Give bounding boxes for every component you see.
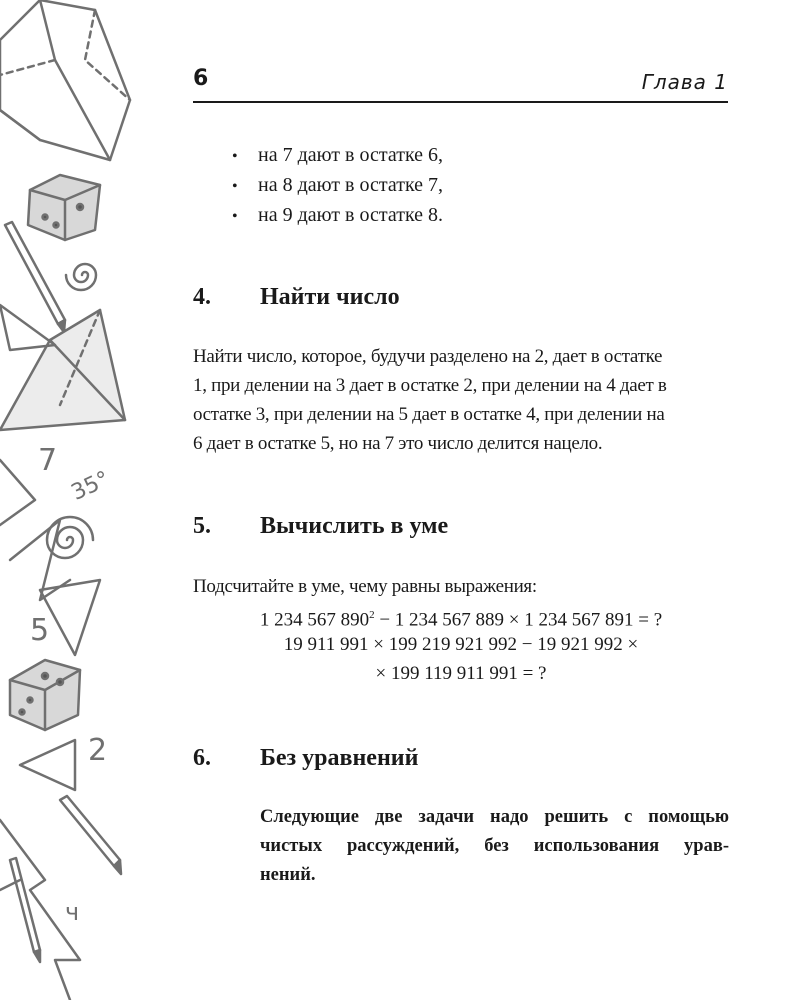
- text-line: Следующие две задачи надо решить с помощью: [260, 807, 729, 827]
- text-line: Подсчитайте в уме, чему равны выражения:: [193, 576, 537, 597]
- pencil-drawing: [60, 796, 121, 874]
- doodle-label: 7: [38, 443, 58, 478]
- spiral-drawing: [66, 264, 96, 290]
- section-number: 6.: [193, 745, 211, 771]
- section-title: Без уравнений: [260, 745, 419, 771]
- exponent: 2: [369, 609, 375, 621]
- problem-intro: [193, 572, 729, 601]
- section-intro: [260, 803, 729, 890]
- text-line: остатке 3, при делении на 5 дает в остатке 4, при делении на: [193, 404, 665, 425]
- dice-drawing: [10, 660, 80, 730]
- problem-text: [193, 342, 729, 458]
- section-title: Найти число: [260, 284, 400, 310]
- doodle-label: 2: [88, 733, 108, 768]
- section-title: Вычислить в уме: [260, 513, 449, 539]
- equation-base: 1 234 567 890: [259, 609, 370, 631]
- list-item: • на 8 дают в остатке 7,: [232, 170, 443, 200]
- list-item: • на 7 дают в остатке 6,: [232, 140, 443, 170]
- equation-rest: − 1 234 567 889 × 1 234 567 891 = ?: [374, 609, 663, 631]
- text-line: нений.: [260, 865, 316, 885]
- header-divider: [193, 101, 728, 103]
- section-number: 5.: [193, 513, 211, 539]
- equation-2-line-1: 19 911 991 × 199 219 921 992 − 19 921 992 ×: [283, 634, 639, 655]
- section-number: 4.: [193, 284, 211, 310]
- remainder-bullet-list: [232, 140, 443, 230]
- equation-2-line-2: × 199 119 911 991 = ?: [375, 663, 547, 684]
- text-line: 1, при делении на 3 дает в остатке 2, при делении на 4 дает в: [193, 375, 667, 396]
- pencil-drawing: [10, 858, 40, 962]
- text-line: 6 дает в остатке 5, но на 7 это число делится нацело.: [193, 433, 603, 454]
- margin-doodles-illustration: [0, 0, 140, 1000]
- text-line: чистых рассуждений, без использования урав-: [260, 836, 729, 856]
- dice-drawing: [28, 175, 100, 240]
- chapter-title: Глава 1: [641, 70, 728, 94]
- list-item: • на 9 дают в остатке 8.: [232, 200, 443, 230]
- spiral-drawing: [47, 517, 93, 558]
- text-line: Найти число, которое, будучи разделено на 2, дает в остатке: [193, 346, 663, 367]
- doodle-label: 5: [30, 613, 50, 648]
- doodle-label: 35°: [67, 466, 114, 506]
- polyhedron-drawing: [0, 0, 130, 160]
- page-number: 6: [193, 66, 209, 91]
- doodle-label: ч: [65, 898, 80, 926]
